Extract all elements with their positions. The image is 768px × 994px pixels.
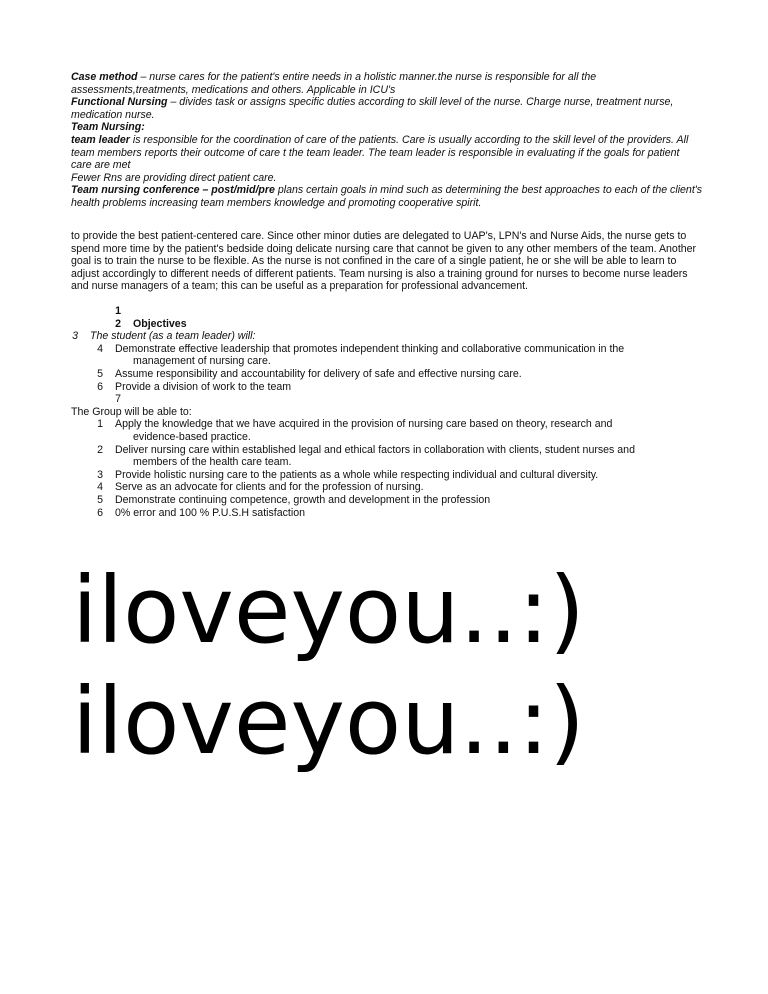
objective-text: Assume responsibility and accountability for delivery of safe and effective nursing care. <box>115 367 522 380</box>
case-method-definition <box>71 71 703 96</box>
objective-text-continued: members of the health care team. <box>133 456 292 469</box>
outline-row-student-intro <box>71 330 711 343</box>
outline-number: 2 <box>97 443 103 456</box>
team-leader-term: team leader <box>71 133 130 146</box>
outline-number: 1 <box>115 305 121 317</box>
team-leader-text: is responsible for the coordination of care of the patients. Care is usually according to the skill level of the providers. All team members reports their outcome of care t the team leader. The team leader is responsible in evaluating if the goals for patient care are met <box>71 133 689 172</box>
group-objective-item <box>71 494 711 507</box>
group-objective-item <box>71 418 711 443</box>
large-text-line-1: iloveyou..:) <box>72 557 585 664</box>
body-paragraph: to provide the best patient-centered care. Since other minor duties are delegated to UAP's, LPN's and Nurse Aids, the nurse gets to spend more time by the patient's bedside doing delicate nursing care that cannot be given to any other members of the team. Another goal is to train the nurse to be flexible. As the nurse is not confined in the care of a single patient, he or she will be able to learn to adjust accordingly to different needs of different patients. Team nursing is also a training ground for nurses to become nurse leaders and nurse managers of a team; this can be useful as a preparation for professional advancement. <box>71 230 697 293</box>
outline-number: 7 <box>115 393 121 406</box>
case-method-text: – nurse cares for the patient's entire needs in a holistic manner.the nurse is responsible for all the assessments,treatments, medications and others. Applicable in ICU's <box>71 71 597 96</box>
definitions-block <box>71 71 703 210</box>
objective-text-continued: management of nursing care. <box>133 355 271 368</box>
outline-number: 6 <box>97 506 103 519</box>
outline-row-group-intro <box>71 406 711 419</box>
case-method-term: Case method <box>71 71 138 83</box>
group-objective-item <box>71 469 711 482</box>
objective-text: 0% error and 100 % P.U.S.H satisfaction <box>115 506 305 519</box>
student-objective-item <box>71 343 711 368</box>
outline-number: 5 <box>97 367 103 380</box>
functional-nursing-text: – divides task or assigns specific duties according to skill level of the nurse. Charge nurse, treatment nurse, medication nurse. <box>71 96 674 121</box>
outline-number: 6 <box>97 380 103 393</box>
objective-text: Demonstrate effective leadership that promotes independent thinking and collaborative communication in the <box>115 342 625 355</box>
outline-row-7 <box>71 393 711 406</box>
outline-number: 4 <box>97 342 103 355</box>
outline-number: 4 <box>97 481 103 494</box>
student-objective-item <box>71 368 711 381</box>
objective-text: Provide holistic nursing care to the patients as a whole while respecting individual and cultural diversity. <box>115 468 599 481</box>
objective-text: Deliver nursing care within established legal and ethical factors in collaboration with clients, student nurses and <box>115 443 635 456</box>
objectives-heading: Objectives <box>133 317 187 330</box>
group-objective-item <box>71 444 711 469</box>
team-conference-term: Team nursing conference – post/mid/pre <box>71 184 275 197</box>
group-objective-item <box>71 481 711 494</box>
team-conference-text: plans certain goals in mind such as determining the best approaches to each of the client's health problems increasing team members knowledge and promoting cooperative spirit. <box>71 184 703 209</box>
functional-nursing-term: Functional Nursing <box>71 96 168 109</box>
outline-number: 5 <box>97 493 103 506</box>
group-objective-item <box>71 507 711 520</box>
functional-nursing-definition <box>71 96 703 121</box>
objective-text: Apply the knowledge that we have acquired in the provision of nursing care based on theory, research and <box>115 418 613 431</box>
student-intro: The student (as a team leader) will: <box>90 330 256 343</box>
fewer-rns-line: Fewer Rns are providing direct patient care. <box>71 171 277 184</box>
objective-text: Provide a division of work to the team <box>115 380 292 393</box>
objective-text-continued: evidence-based practice. <box>133 430 251 443</box>
outline-row-objectives <box>71 318 711 331</box>
team-conference-definition <box>71 184 703 209</box>
objectives-outline <box>71 305 711 519</box>
objective-text: Demonstrate continuing competence, growth and development in the profession <box>115 493 491 506</box>
large-text-line-2: iloveyou..:) <box>72 668 585 775</box>
group-intro: The Group will be able to: <box>71 405 192 418</box>
student-objective-item <box>71 381 711 394</box>
team-nursing-heading: Team Nursing: <box>71 121 145 134</box>
objective-text: Serve as an advocate for clients and for the profession of nursing. <box>115 481 424 494</box>
outline-number: 1 <box>97 418 103 431</box>
outline-row-1 <box>71 305 711 318</box>
outline-number: 2 <box>115 317 121 330</box>
team-leader-definition <box>71 134 703 172</box>
outline-number: 3 <box>72 330 78 343</box>
outline-number: 3 <box>97 468 103 481</box>
